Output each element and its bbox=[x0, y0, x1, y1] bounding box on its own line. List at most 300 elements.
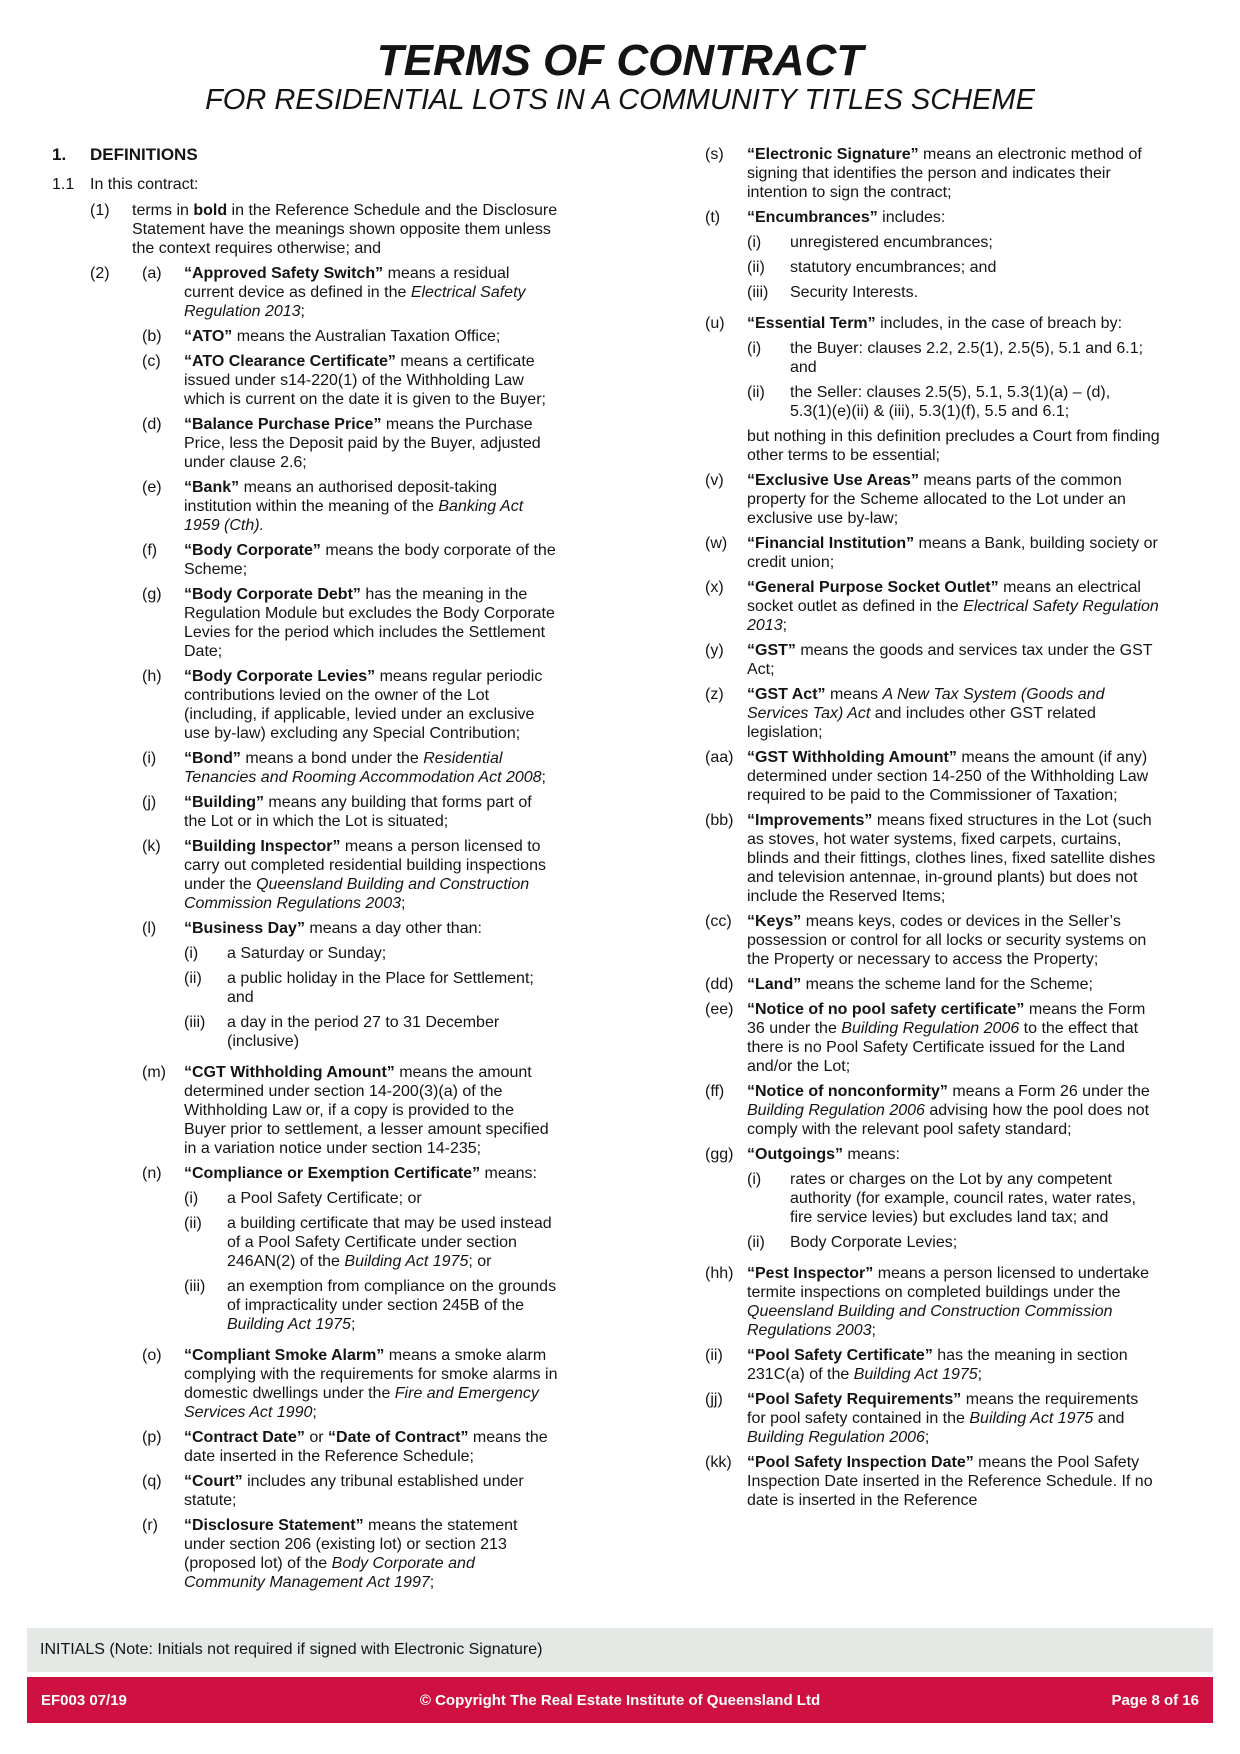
definition-text: an exemption from compliance on the grounds of impracticality under section 245B of the bbox=[227, 1278, 557, 1314]
sub-definition-body bbox=[790, 339, 1147, 377]
definition-body bbox=[184, 749, 558, 787]
defined-term: “ATO Clearance Certificate” bbox=[184, 353, 396, 370]
definition-item-f bbox=[142, 541, 558, 579]
definition-body bbox=[184, 793, 558, 831]
sub-list-marker: (ii) bbox=[747, 259, 765, 276]
definition-text: has the meaning in section 231C(a) of the bbox=[747, 1347, 1128, 1383]
defined-term: “Body Corporate Levies” bbox=[184, 668, 376, 685]
definition-text: has the meaning in the Regulation Module but excludes the Body Corporate Levies for the period which includes the Settlement Date; bbox=[184, 586, 555, 660]
definition-text: means the amount (if any) determined under section 14-250 of the Withholding Law required to be paid to the Commissioner of Taxation; bbox=[747, 749, 1149, 804]
definition-text: means a Bank, building society or credit union; bbox=[747, 535, 1158, 571]
definition-item-s bbox=[705, 145, 1160, 202]
definitions-column-right bbox=[705, 145, 1160, 1516]
definition-text: a public holiday in the Place for Settlement; and bbox=[227, 970, 534, 1006]
list-marker: (kk) bbox=[705, 1454, 732, 1471]
definition-body bbox=[132, 201, 558, 258]
definition-text: means a day other than: bbox=[304, 920, 482, 937]
page-number: Page 8 of 16 bbox=[1111, 1691, 1199, 1709]
definition-text: ; bbox=[782, 617, 788, 634]
defined-term: bold bbox=[193, 202, 228, 219]
definition-text: means the date inserted in the Reference Schedule; bbox=[184, 1429, 548, 1465]
definition-text: the Buyer: clauses 2.2, 2.5(1), 2.5(5), 5.1 and 6.1; and bbox=[790, 340, 1144, 376]
definition-item-p bbox=[142, 1428, 558, 1466]
definition-text: means parts of the common property for the Scheme allocated to the Lot under an exclusive use by-law; bbox=[747, 472, 1126, 527]
definition-item-w bbox=[705, 534, 1160, 572]
sub-definition-item-ii bbox=[184, 1214, 558, 1271]
definition-text: means a person licensed to undertake termite inspections on completed buildings under the bbox=[747, 1265, 1149, 1301]
definition-body bbox=[184, 1516, 558, 1592]
legislation-reference: Building Regulation 2006 bbox=[747, 1102, 925, 1119]
definition-text: means the Purchase Price, less the Deposit paid by the Buyer, adjusted under clause 2.6; bbox=[184, 416, 541, 471]
definition-text: means the Pool Safety Inspection Date inserted in the Reference Schedule. If no date is inserted in the Reference bbox=[747, 1454, 1153, 1509]
sub-definition-body bbox=[790, 1170, 1147, 1227]
definition-item-c bbox=[142, 352, 558, 409]
list-marker: (gg) bbox=[705, 1146, 734, 1163]
definition-text: ; bbox=[429, 1574, 435, 1591]
defined-term: “Pool Safety Requirements” bbox=[747, 1391, 962, 1408]
definition-body bbox=[747, 1346, 1160, 1384]
definition-item-jj bbox=[705, 1390, 1160, 1447]
defined-term: “Building Inspector” bbox=[184, 838, 341, 855]
definition-text: and includes other GST related legislation; bbox=[747, 705, 1096, 741]
definition-body bbox=[747, 145, 1160, 202]
definition-text: means the body corporate of the Scheme; bbox=[184, 542, 556, 578]
sub-definition-item-ii bbox=[747, 1233, 1147, 1252]
list-marker-outer: (2) bbox=[90, 265, 110, 282]
definitions-column-left bbox=[52, 145, 558, 1598]
definition-text: means keys, codes or devices in the Seller’s possession or control for all locks or security systems on the Property or necessary to access the Property; bbox=[747, 913, 1147, 968]
list-marker: (j) bbox=[142, 794, 157, 811]
defined-term: “Body Corporate” bbox=[184, 542, 321, 559]
sub-list-marker: (i) bbox=[184, 945, 199, 962]
legislation-reference: Queensland Building and Construction Commission Regulations 2003 bbox=[184, 876, 530, 912]
defined-term: “Pest Inspector” bbox=[747, 1265, 874, 1282]
defined-term: “Pool Safety Inspection Date” bbox=[747, 1454, 974, 1471]
sub-list-marker: (ii) bbox=[184, 970, 202, 987]
sub-definition-item-ii bbox=[747, 383, 1147, 421]
list-marker: (g) bbox=[142, 586, 162, 603]
sub-definition-body bbox=[227, 1214, 558, 1271]
list-marker: (z) bbox=[705, 686, 724, 703]
definition-item-n bbox=[142, 1164, 558, 1340]
definition-body bbox=[184, 327, 558, 346]
definition-text: means a bond under the bbox=[240, 750, 424, 767]
sub-definition-item-i bbox=[184, 944, 558, 963]
definition-text: the Seller: clauses 2.5(5), 5.1, 5.3(1)(a) – (d), 5.3(1)(e)(ii) & (iii), 5.3(1)(f), 5.5 and 6.1; bbox=[790, 384, 1111, 420]
definition-body bbox=[747, 471, 1160, 528]
list-marker: (hh) bbox=[705, 1265, 734, 1282]
defined-term: “Business Day” bbox=[184, 920, 305, 937]
sub-definition-body bbox=[790, 283, 918, 302]
definition-item-cc bbox=[705, 912, 1160, 969]
definition-item-k bbox=[142, 837, 558, 913]
definition-text: rates or charges on the Lot by any competent authority (for example, council rates, water rates, fire service levies) but excludes land tax; and bbox=[790, 1171, 1136, 1226]
definition-body bbox=[747, 748, 1160, 805]
defined-term: “Court” bbox=[184, 1473, 243, 1490]
sub-definition-body bbox=[790, 383, 1147, 421]
definition-item-g bbox=[142, 585, 558, 661]
definition-text: means an authorised deposit-taking institution within the meaning of the bbox=[184, 479, 498, 515]
definition-text: advising how the pool does not comply with the relevant pool safety standard; bbox=[747, 1102, 1150, 1138]
defined-term: “Body Corporate Debt” bbox=[184, 586, 361, 603]
definition-text: ; or bbox=[468, 1253, 492, 1270]
definition-text: means an electronic method of signing that identifies the person and indicates their intention to sign the contract; bbox=[747, 146, 1142, 201]
list-marker: (m) bbox=[142, 1064, 166, 1081]
legislation-reference: Building Regulation 2006 bbox=[747, 1429, 925, 1446]
definition-item-i bbox=[142, 749, 558, 787]
list-marker: (p) bbox=[142, 1429, 162, 1446]
defined-term: “Outgoings” bbox=[747, 1146, 843, 1163]
definition-text: unregistered encumbrances; bbox=[790, 234, 993, 251]
definition-text: to the effect that there is no Pool Safety Certificate issued for the Land and/or the Lot; bbox=[747, 1020, 1139, 1075]
list-marker: (u) bbox=[705, 315, 725, 332]
definition-item-e bbox=[142, 478, 558, 535]
definition-text: but nothing in this definition precludes a Court from finding other terms to be essential; bbox=[747, 428, 1160, 464]
sub-definition-list bbox=[747, 233, 1160, 302]
defined-term: “GST Withholding Amount” bbox=[747, 749, 957, 766]
list-marker: (h) bbox=[142, 668, 162, 685]
list-marker: (s) bbox=[705, 146, 724, 163]
definition-text: and bbox=[1093, 1410, 1125, 1427]
defined-term: “Electronic Signature” bbox=[747, 146, 919, 163]
definition-body bbox=[184, 352, 558, 409]
definition-text: ; bbox=[350, 1316, 356, 1333]
defined-term: “Compliance or Exemption Certificate” bbox=[184, 1165, 481, 1182]
definitions-list-left bbox=[90, 201, 558, 1592]
subsection-heading bbox=[52, 175, 558, 194]
sub-definition-item-iii bbox=[184, 1013, 558, 1051]
defined-term: “Essential Term” bbox=[747, 315, 876, 332]
definition-item-ee bbox=[705, 1000, 1160, 1076]
definition-body bbox=[184, 264, 558, 321]
definition-item-j bbox=[142, 793, 558, 831]
list-marker: (k) bbox=[142, 838, 161, 855]
definition-item-r bbox=[142, 1516, 558, 1592]
definition-text: Security Interests. bbox=[790, 284, 919, 301]
legislation-reference: Building Act 1975 bbox=[227, 1316, 351, 1333]
definition-item-m bbox=[142, 1063, 558, 1158]
list-marker: (ii) bbox=[705, 1347, 723, 1364]
definition-body bbox=[184, 541, 558, 579]
definition-text: means the goods and services tax under the GST Act; bbox=[747, 642, 1153, 678]
defined-term: “GST” bbox=[747, 642, 796, 659]
defined-term: “Keys” bbox=[747, 913, 802, 930]
definition-text: means fixed structures in the Lot (such as stoves, hot water systems, fixed carpets, curtains, blinds and their fittings, clothes lines, fixed satellite dishes and television antennae, in-ground plants) but does not include the Reserved Items; bbox=[747, 812, 1156, 905]
defined-term: “Financial Institution” bbox=[747, 535, 915, 552]
list-marker: (c) bbox=[142, 353, 161, 370]
list-marker: (t) bbox=[705, 209, 721, 226]
initials-note: INITIALS (Note: Initials not required if signed with Electronic Signature) bbox=[40, 1641, 543, 1658]
sub-definition-item-i bbox=[747, 233, 1147, 252]
definition-text: includes, in the case of breach by: bbox=[875, 315, 1123, 332]
definition-item-y bbox=[705, 641, 1160, 679]
definition-item-ff bbox=[705, 1082, 1160, 1139]
sub-list-marker: (ii) bbox=[184, 1215, 202, 1232]
sub-list-marker: (i) bbox=[747, 234, 762, 251]
legislation-reference: A New Tax System (Goods and Services Tax) Act bbox=[747, 686, 1105, 722]
sub-definition-item-i bbox=[747, 339, 1147, 377]
form-code: EF003 07/19 bbox=[41, 1691, 127, 1709]
legislation-reference: Residential Tenancies and Rooming Accommodation Act 2008 bbox=[184, 750, 542, 786]
sub-definition-body bbox=[227, 944, 386, 963]
subsection-number: 1.1 bbox=[52, 176, 75, 193]
definition-item-dd bbox=[705, 975, 1160, 994]
definition-item-hh bbox=[705, 1264, 1160, 1340]
definition-body bbox=[184, 837, 558, 913]
definition-text: ; bbox=[312, 1404, 317, 1421]
defined-term: “CGT Withholding Amount” bbox=[184, 1064, 395, 1081]
definition-body bbox=[747, 534, 1160, 572]
sub-list-marker: (iii) bbox=[747, 284, 769, 301]
definition-body bbox=[184, 415, 558, 472]
definition-item-q bbox=[142, 1472, 558, 1510]
definition-continuation bbox=[747, 427, 1160, 465]
legislation-reference: Body Corporate and Community Management Act 1997 bbox=[184, 1555, 475, 1591]
definition-body bbox=[184, 478, 558, 535]
definition-text: includes: bbox=[877, 209, 946, 226]
list-marker: (w) bbox=[705, 535, 728, 552]
sub-definition-list bbox=[184, 944, 558, 1051]
sub-definition-list bbox=[184, 1189, 558, 1334]
sub-definition-item-i bbox=[747, 1170, 1147, 1227]
sub-definition-item-iii bbox=[747, 283, 1147, 302]
sub-definition-body bbox=[227, 1013, 558, 1051]
definition-text: means any building that forms part of the Lot or in which the Lot is situated; bbox=[184, 794, 532, 830]
definition-body bbox=[747, 912, 1160, 969]
definition-body bbox=[184, 919, 558, 1057]
definition-text: includes any tribunal established under statute; bbox=[184, 1473, 524, 1509]
definition-item-b bbox=[142, 327, 558, 346]
list-marker: (ee) bbox=[705, 1001, 734, 1018]
sub-list-marker: (i) bbox=[747, 1171, 762, 1188]
definition-text: means a residual current device as defined in the bbox=[184, 265, 510, 301]
definition-body bbox=[184, 1472, 558, 1510]
defined-term: “Notice of no pool safety certificate” bbox=[747, 1001, 1025, 1018]
definition-text: means an electrical socket outlet as defined in the bbox=[747, 579, 1141, 615]
definition-item-o bbox=[142, 1346, 558, 1422]
definition-text: means a Form 26 under the bbox=[947, 1083, 1150, 1100]
sub-definition-body bbox=[790, 233, 993, 252]
definition-text: a building certificate that may be used instead of a Pool Safety Certificate under section 246AN(2) of the bbox=[227, 1215, 552, 1270]
list-marker: (aa) bbox=[705, 749, 734, 766]
definition-item-u bbox=[705, 314, 1160, 465]
document-subtitle: FOR RESIDENTIAL LOTS IN A COMMUNITY TITLES SCHEME bbox=[205, 84, 1035, 116]
definition-text: means the scheme land for the Scheme; bbox=[801, 976, 1093, 993]
definition-body bbox=[184, 1428, 558, 1466]
definition-body bbox=[747, 314, 1160, 465]
list-marker: (n) bbox=[142, 1165, 162, 1182]
sub-definition-item-ii bbox=[747, 258, 1147, 277]
definition-text: a Pool Safety Certificate; or bbox=[227, 1190, 422, 1207]
defined-term: “Balance Purchase Price” bbox=[184, 416, 382, 433]
definition-body bbox=[747, 1453, 1160, 1510]
legislation-reference: Electrical Safety Regulation 2013 bbox=[747, 598, 1159, 634]
definition-body bbox=[184, 1063, 558, 1158]
definition-text: means: bbox=[480, 1165, 537, 1182]
list-marker: (dd) bbox=[705, 976, 734, 993]
defined-term: “GST Act” bbox=[747, 686, 826, 703]
definition-body bbox=[184, 667, 558, 743]
defined-term: “ATO” bbox=[184, 328, 233, 345]
list-marker: (f) bbox=[142, 542, 158, 559]
definition-text: a Saturday or Sunday; bbox=[227, 945, 387, 962]
definition-item-gg bbox=[705, 1145, 1160, 1258]
list-marker: (d) bbox=[142, 416, 162, 433]
section-title: DEFINITIONS bbox=[90, 145, 198, 164]
definition-text: means a certificate issued under s14-220(1) of the Withholding Law which is current on the date it is given to the Buyer; bbox=[184, 353, 546, 408]
definition-body bbox=[747, 578, 1160, 635]
sub-definition-item-ii bbox=[184, 969, 558, 1007]
definition-text: means regular periodic contributions levied on the owner of the Lot (including, if applicable, levied under an exclusive use by-law) excluding any Special Contribution; bbox=[184, 668, 543, 742]
list-marker: (cc) bbox=[705, 913, 732, 930]
definition-body bbox=[184, 1346, 558, 1422]
list-marker: (v) bbox=[705, 472, 724, 489]
defined-term: “Date of Contract” bbox=[328, 1429, 469, 1446]
legislation-reference: Building Act 1975 bbox=[969, 1410, 1094, 1427]
list-marker: (1) bbox=[90, 202, 110, 219]
document-title: TERMS OF CONTRACT bbox=[376, 36, 864, 85]
legislation-reference: Queensland Building and Construction Commission Regulations 2003 bbox=[747, 1303, 1113, 1339]
defined-term: “Exclusive Use Areas” bbox=[747, 472, 919, 489]
list-marker: (l) bbox=[142, 920, 157, 937]
definition-body bbox=[747, 1390, 1160, 1447]
defined-term: “Land” bbox=[747, 976, 802, 993]
definition-body bbox=[747, 1082, 1160, 1139]
legislation-reference: Building Act 1975 bbox=[853, 1366, 978, 1383]
defined-term: “Encumbrances” bbox=[747, 209, 878, 226]
defined-term: “Bond” bbox=[184, 750, 241, 767]
definition-body bbox=[184, 1164, 558, 1340]
sub-list-marker: (iii) bbox=[184, 1278, 206, 1295]
sub-definition-item-i bbox=[184, 1189, 558, 1208]
defined-term: “Bank” bbox=[184, 479, 240, 496]
definition-text: ; bbox=[401, 895, 406, 912]
sub-definition-body bbox=[227, 1189, 422, 1208]
legislation-reference: Electrical Safety Regulation 2013 bbox=[184, 284, 526, 320]
defined-term: “Disclosure Statement” bbox=[184, 1517, 364, 1534]
defined-term: “Notice of nonconformity” bbox=[747, 1083, 948, 1100]
legislation-reference: Banking Act 1959 (Cth). bbox=[184, 498, 524, 534]
definition-body bbox=[747, 1145, 1160, 1258]
definition-item-a bbox=[90, 264, 558, 321]
definition-item-h bbox=[142, 667, 558, 743]
sub-definition-list bbox=[747, 1170, 1160, 1252]
definition-text: statutory encumbrances; and bbox=[790, 259, 997, 276]
definition-item-t bbox=[705, 208, 1160, 308]
list-marker: (a) bbox=[142, 265, 162, 282]
section-number: 1. bbox=[52, 145, 67, 164]
definition-body bbox=[747, 641, 1160, 679]
list-marker: (i) bbox=[142, 750, 157, 767]
defined-term: “Building” bbox=[184, 794, 264, 811]
definition-text: a day in the period 27 to 31 December (inclusive) bbox=[227, 1014, 500, 1050]
sub-definition-body bbox=[790, 258, 996, 277]
definition-item-z bbox=[705, 685, 1160, 742]
definition-text: means bbox=[825, 686, 883, 703]
definition-item-l bbox=[142, 919, 558, 1057]
definition-item-ii bbox=[705, 1346, 1160, 1384]
definition-text: ; bbox=[871, 1322, 876, 1339]
initials-bar bbox=[27, 1628, 1213, 1672]
definition-text: ; bbox=[541, 769, 546, 786]
list-marker: (jj) bbox=[705, 1391, 723, 1408]
definition-body bbox=[747, 1264, 1160, 1340]
definition-text: terms in bbox=[132, 202, 194, 219]
definition-body bbox=[184, 585, 558, 661]
definition-text: means the statement under section 206 (existing lot) or section 213 (proposed lot) of the bbox=[184, 1517, 518, 1572]
definition-body bbox=[747, 685, 1160, 742]
definition-text: ; bbox=[924, 1429, 930, 1446]
defined-term: “Pool Safety Certificate” bbox=[747, 1347, 933, 1364]
sub-list-marker: (ii) bbox=[747, 1234, 765, 1251]
definition-text: means a person licensed to carry out completed residential building inspections under the bbox=[184, 838, 546, 893]
list-marker: (x) bbox=[705, 579, 724, 596]
definition-item-1 bbox=[90, 201, 558, 258]
sub-definition-body bbox=[790, 1233, 957, 1252]
sub-definition-body bbox=[227, 969, 558, 1007]
sub-definition-body bbox=[227, 1277, 558, 1334]
definition-text: or bbox=[304, 1429, 329, 1446]
list-marker: (ff) bbox=[705, 1083, 725, 1100]
definition-body bbox=[747, 1000, 1160, 1076]
definition-item-aa bbox=[705, 748, 1160, 805]
defined-term: “Contract Date” bbox=[184, 1429, 305, 1446]
section-heading bbox=[52, 145, 558, 164]
defined-term: “General Purpose Socket Outlet” bbox=[747, 579, 999, 596]
list-marker: (q) bbox=[142, 1473, 162, 1490]
definition-body bbox=[747, 975, 1160, 994]
list-marker: (b) bbox=[142, 328, 162, 345]
definition-item-kk bbox=[705, 1453, 1160, 1510]
legislation-reference: Building Act 1975 bbox=[344, 1253, 469, 1270]
legislation-reference: Building Regulation 2006 bbox=[841, 1020, 1020, 1037]
definition-text: means: bbox=[842, 1146, 900, 1163]
sub-list-marker: (ii) bbox=[747, 384, 765, 401]
sub-definition-item-iii bbox=[184, 1277, 558, 1334]
legislation-reference: Fire and Emergency Services Act 1990 bbox=[184, 1385, 539, 1421]
definition-item-d bbox=[142, 415, 558, 472]
definition-item-x bbox=[705, 578, 1160, 635]
definition-text: means the requirements for pool safety contained in the bbox=[747, 1391, 1139, 1427]
list-marker: (y) bbox=[705, 642, 724, 659]
definition-text: means the Form 36 under the bbox=[747, 1001, 1146, 1037]
list-marker: (e) bbox=[142, 479, 162, 496]
definition-text: in the Reference Schedule and the Disclosure Statement have the meanings shown opposite them unless the context requires otherwise; and bbox=[132, 202, 558, 257]
definition-body bbox=[747, 208, 1160, 308]
definition-text: ; bbox=[977, 1366, 983, 1383]
definition-item-v bbox=[705, 471, 1160, 528]
definition-text: means the amount determined under section 14-200(3)(a) of the Withholding Law or, if a copy is provided to the Buyer prior to settlement, a lesser amount specified in a variation notice under section 14-235; bbox=[184, 1064, 549, 1157]
sub-list-marker: (iii) bbox=[184, 1014, 206, 1031]
copyright-text: © Copyright The Real Estate Institute of Queensland Ltd bbox=[419, 1691, 821, 1709]
definition-text: ; bbox=[300, 303, 305, 320]
sub-definition-list bbox=[747, 339, 1160, 421]
definition-item-bb bbox=[705, 811, 1160, 906]
sub-list-marker: (i) bbox=[747, 340, 762, 357]
definition-text: Body Corporate Levies; bbox=[790, 1234, 958, 1251]
sub-list-marker: (i) bbox=[184, 1190, 199, 1207]
definition-body bbox=[747, 811, 1160, 906]
defined-term: “Approved Safety Switch” bbox=[184, 265, 384, 282]
footer-bar bbox=[27, 1677, 1213, 1723]
list-marker: (o) bbox=[142, 1347, 162, 1364]
list-marker: (bb) bbox=[705, 812, 734, 829]
definition-text: means the Australian Taxation Office; bbox=[232, 328, 501, 345]
subsection-text: In this contract: bbox=[90, 176, 199, 193]
list-marker: (r) bbox=[142, 1517, 158, 1534]
defined-term: “Compliant Smoke Alarm” bbox=[184, 1347, 385, 1364]
defined-term: “Improvements” bbox=[747, 812, 873, 829]
